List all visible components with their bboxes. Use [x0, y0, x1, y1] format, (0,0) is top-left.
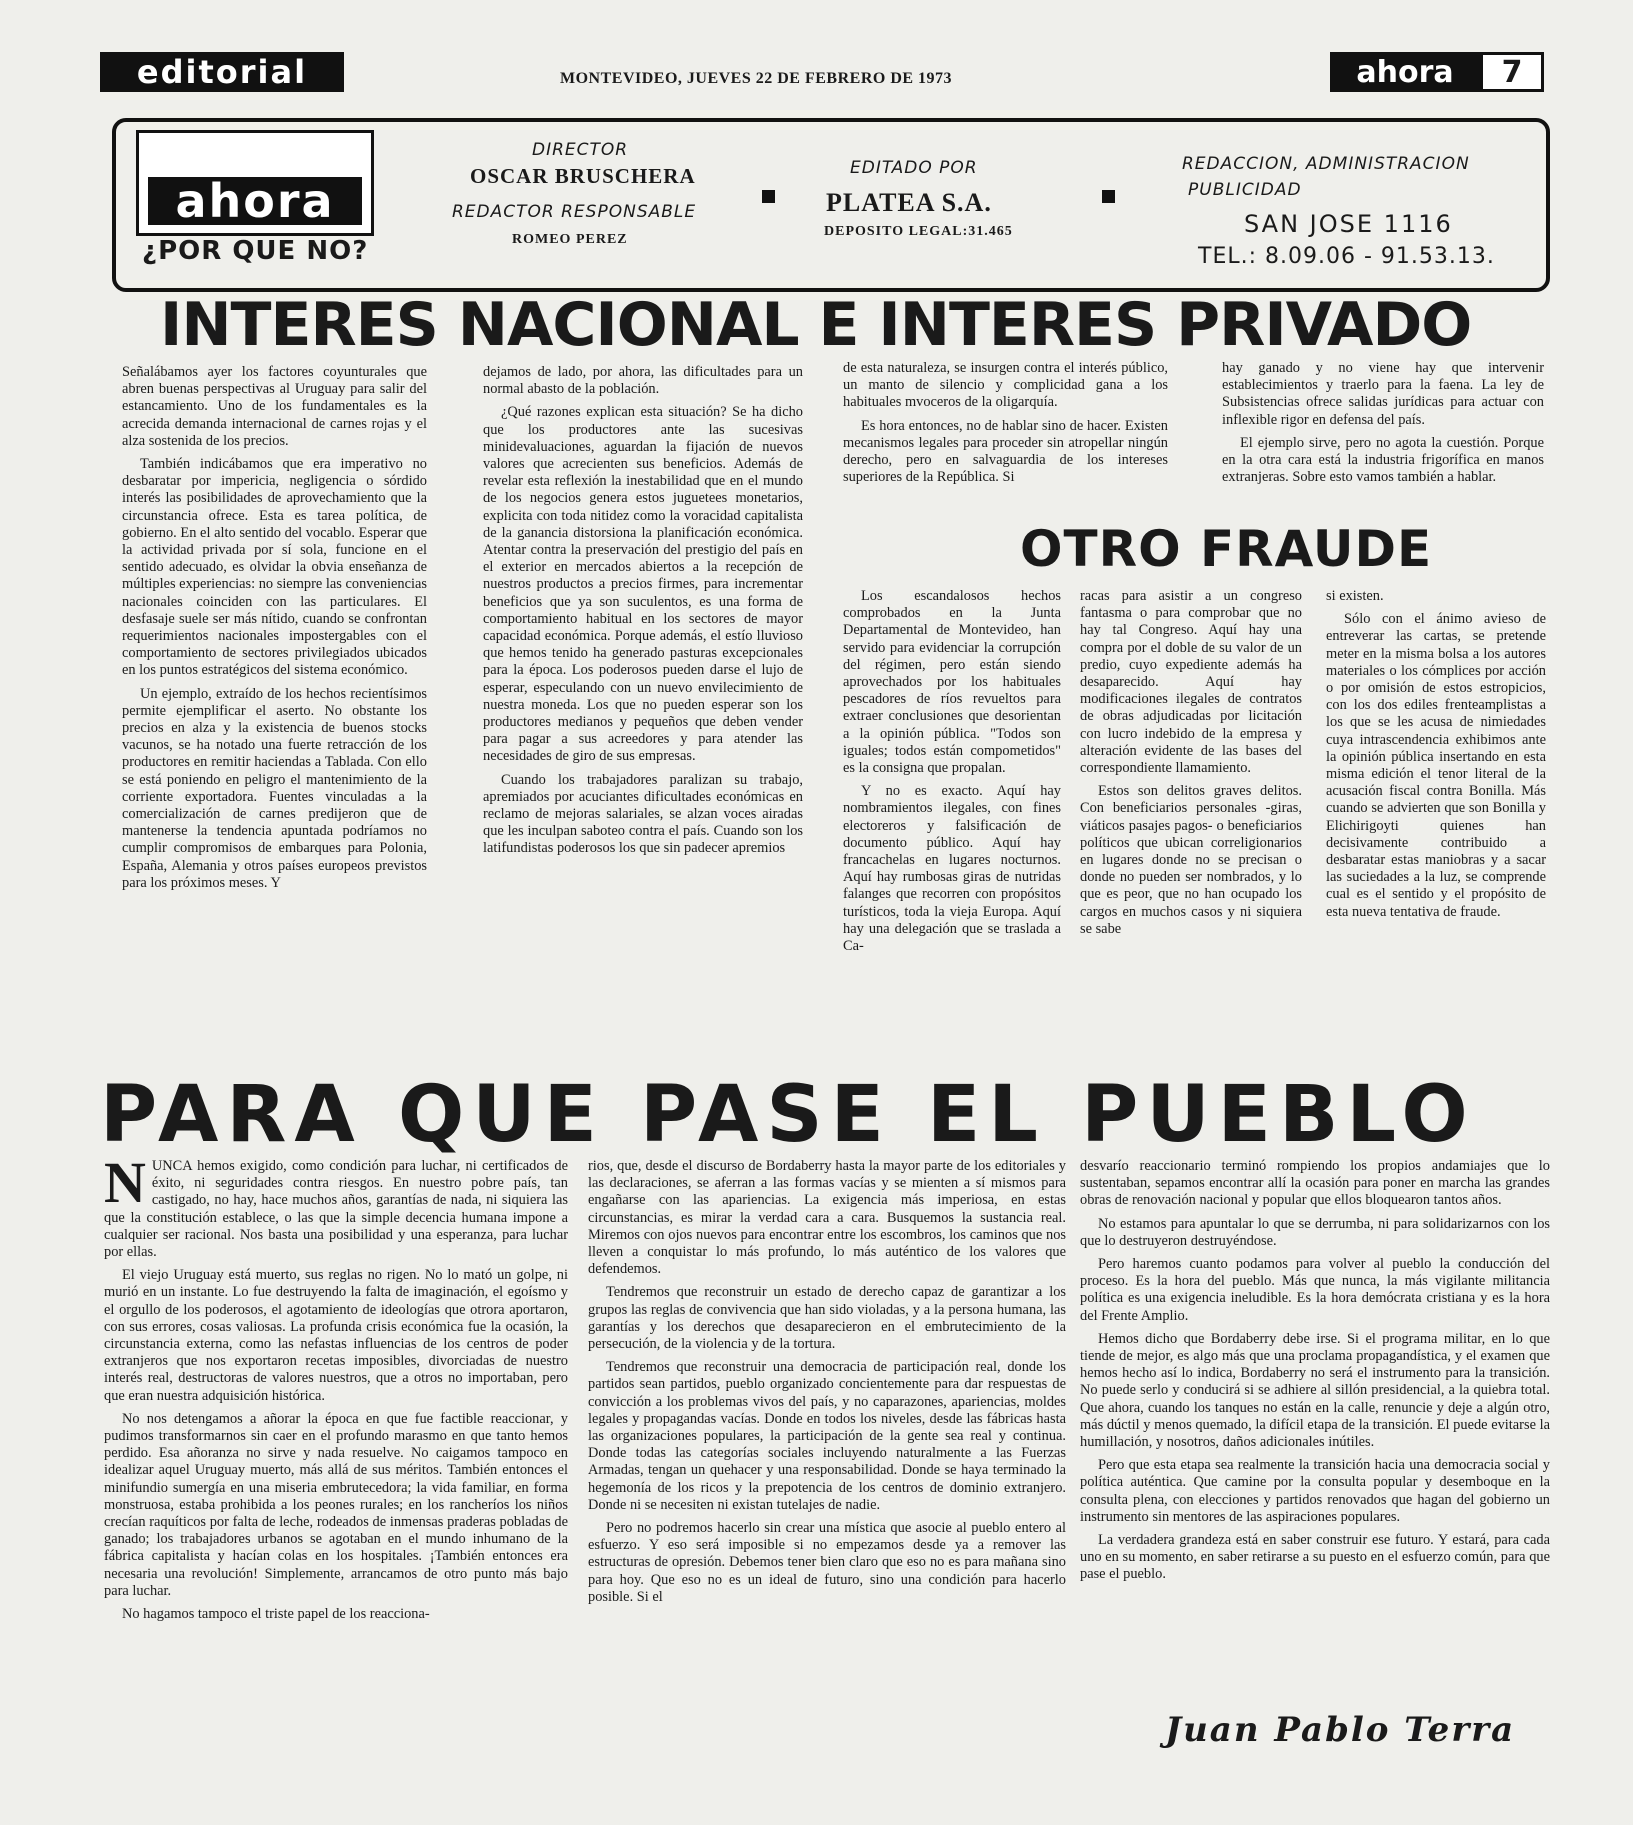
redactor-name: ROMEO PEREZ	[512, 232, 628, 247]
paragraph: racas para asistir a un congreso fantasma o para comprobar que no hay tal Congreso. Aquí hay una compra por el doble de su valor de un predio, cuyo expediente además ha desaparecido. Aquí hay modificaciones ilegales de contratos de obras adjudicadas por licitación con lucro indebido de la empresa y alteración evidente de las bases del correspondiente llamamiento.	[1080, 588, 1302, 777]
paragraph: El viejo Uruguay está muerto, sus reglas no rigen. No lo mató un golpe, ni murió en un instante. Lo fue destruyendo la falta de imaginación, el egoísmo y el orgullo de los poderosos, el agotamiento de ideologías que otrora aportaron, con sus errores, cosas valiosas. La profunda crisis económica fue la ocasión, la circunstancia externa, como las nefastas influencias de los centros de poder extranjeros que nos exportaron recetas imposibles, divorciadas de nuestro interés real, destructoras de valores nuestros, que a otros no importaban, pero que eran nuestra adquisición histórica.	[104, 1267, 568, 1404]
headline-para-que-pase-el-pueblo: PARA QUE PASE EL PUEBLO	[100, 1070, 1476, 1160]
paragraph: Señalábamos ayer los factores coyunturales que abren buenas perspectivas al Uruguay para salir del estancamiento. Uno de los fundamentales es la acrecida demanda internacional de carnes rojas y el alza sostenida de los precios.	[122, 364, 427, 449]
paragraph: La verdadera grandeza está en saber construir ese futuro. Y estará, para cada uno en su momento, en saber retirarse a su puesto en el esfuerzo común, para que pase el pueblo.	[1080, 1532, 1550, 1583]
paragraph: El ejemplo sirve, pero no agota la cuestión. Porque en la otra cara está la industria frigorífica en manos extranjeras. Sobre esto vamos también a hablar.	[1222, 434, 1544, 486]
paragraph: Pero no podremos hacerlo sin crear una mística que asocie al pueblo entero al esfuerzo. Y eso será imposible si no empezamos desde ya a remover las estructuras de opresión. Debemos tener bien claro que eso no es para mañana sino para hoy. Que eso no es un ideal de futuro, sino una condición para hacerlo posible. Si el	[588, 1520, 1066, 1605]
paragraph: Pero que esta etapa sea realmente la transición hacia una democracia social y política auténtica. Que camine por la consulta popular y desemboque en la consulta plena, con elecciones y partidos renovados que hagan del gobierno un instrumento sin mentores de las aspiraciones populares.	[1080, 1457, 1550, 1525]
address: SAN JOSE 1116	[1244, 210, 1453, 238]
paragraph: ¿Qué razones explican esta situación? Se ha dicho que los productores ante las sucesivas minidevaluaciones, aguardan la fijación de nuevos valores que acrecienten sus beneficios. Además de revelar esta reflexión la inestabilidad que en el mundo de los negocios genera estos juguetees monetarios, explicita con toda nitidez como la voracidad capitalista de la ganancia distorsiona la planificación económica. Atentar contra la preservación del prestigio del país en el exterior en mercados abiertos a la recepción de nuestros productos a precios firmes, para incrementar beneficios que ya son suculentos, es una forma de comportamiento habitual en los sectores de mayor capacidad económica. Porque además, el estío lluvioso que hemos tenido ha generado pasturas excepcionales para la época. Los poderosos pueden darse el lujo de esperar, especulando con un nuevo envilecimiento de nuestra moneda. Los que no pueden esperar son los productores medianos y pequeños que deben vender para pagar a sus acreedores y para atender las necesidades de giro de sus empresas.	[483, 404, 803, 765]
paragraph: Cuando los trabajadores paralizan su trabajo, apremiados por acuciantes dificultades económicas en reclamo de mejoras salariales, se alzan voces airadas que les inculpan saboteo contra el país. Cuando son los latifundistas poderosos los que sin padecer apremios	[483, 771, 803, 857]
paragraph: Un ejemplo, extraído de los hechos recientísimos permite ejemplificar el aserto. No obstante los precios en alza y la existencia de buenos stocks vacunos, se ha notado una fuerte retracción de los productores en remitir haciendas a Tablada. Con ello se está poniendo en peligro el mantenimiento de la corriente exportadora. Fuentes vinculadas a la comercialización de carnes predijeron que de mantenerse la tendencia apuntada podríamos no cumplir compromisos de embarques para Polonia, España, Alemania y otros países europeos previstos para los próximos meses. Y	[122, 685, 427, 891]
article2-col1	[843, 588, 1061, 1070]
article2-col3	[1326, 588, 1546, 1070]
article3-col1	[104, 1158, 568, 1806]
paragraph: No hagamos tampoco el triste papel de los reacciona-	[122, 1606, 430, 1623]
paragraph: Tendremos que reconstruir una democracia de participación real, donde los partidos sean partidos, pueblo organizado concientemente para dar respuestas de convicción a los problemas vivos del país, y no caparazones, apariencias, moldes legales y propagandas vacías. Donde en todos los niveles, desde las fábricas hasta las organizaciones populares, la participación de la gente sea real y continua. Donde todas las categorías sociales incluyendo naturalmente a las Fuerzas Armadas, tengan un quehacer y una responsabilidad. Donde se haya terminado la hegemonía de los ricos y la prepotencia de los centros de dominio extranjero. Donde ni se necesiten ni existan tutelajes de nadie.	[588, 1359, 1066, 1513]
masthead-logo	[136, 130, 374, 236]
paragraph: También indicábamos que era imperativo no desbaratar por impericia, negligencia o sórdido interés las posibilidades de aprovechamiento que la circunstancia ofrece. Esta es tarea política, de gobierno. En el alto sentido del vocablo. Esperar que la actividad privada por sí sola, funcione en el sentido adecuado, es olvidar la obvia enseñanza de múltiples experiencias: no siempre las conveniencias nacionales coinciden con las particulares. El desfasaje suele ser más nítido, cuando se confrontan requerimientos nacionales impostergables con el comportamiento de sectores privilegiados ubicados en los puntos estratégicos del sistema económico.	[122, 456, 427, 679]
headline-otro-fraude: OTRO FRAUDE	[1020, 520, 1433, 578]
article1-col4	[1222, 360, 1544, 520]
masthead-slogan: ¿POR QUE NO?	[142, 236, 369, 266]
article1-col1	[122, 364, 427, 1084]
article3-col3	[1080, 1158, 1550, 1698]
paragraph: rios, que, desde el discurso de Bordaberry hasta la mayor parte de los editoriales y las declaraciones, se aferran a las formas vacías y se mienten a sí mismos para engañarse con las apariencias. La exigencia más imperiosa, en estas circunstancias, es mirar la verdad cara a cara. Busquemos la sustancia real. Miremos con ojos nuevos para encontrar entre los escombros, los caminos que nos lleven a conquistar lo más profundo, lo más auténtico de los valores que defendemos.	[588, 1158, 1066, 1278]
paragraph: hay ganado y no viene hay que intervenir establecimientos y traerlo para la faena. La ley de Subsistencias ofrece salidas jurídicas para actuar con inflexible rigor en defensa del país.	[1222, 360, 1544, 428]
page-brand	[1330, 52, 1544, 92]
paragraph	[104, 1158, 568, 1261]
paragraph: No nos detengamos a añorar la época en que fue factible reaccionar, y pudimos transformarnos sin caer en el profundo marasmo en que tanto hemos perdido. Esa añoranza no sirve y nada resuelve. No caigamos tampoco en idealizar aquel Uruguay muerto, más allá de sus méritos. También entonces el minifundio sumergía en una miseria embrutecedora; la vida familiar, en forma monstruosa, estaba prohibida a los peones rurales; en los rancheríos los niños crecían raquíticos por falta de leche, rodeados de inmensas praderas pobladas de ganado; los trabajadores urbanos se agotaban en el mundo inhumano de la fábrica capitalista y hacían colas en los hospitales. ¡También entonces era necesaria una revolución! Simplemente, arrancamos de otro punto más bajo para luchar.	[104, 1410, 568, 1599]
article2-col2	[1080, 588, 1302, 1070]
paragraph: dejamos de lado, por ahora, las dificultades para un normal abasto de la población.	[483, 364, 803, 398]
paragraph: si existen.	[1326, 588, 1384, 604]
phones: TEL.: 8.09.06 - 91.53.13.	[1198, 244, 1495, 269]
brand-name: ahora	[1330, 52, 1480, 92]
paragraph: Es hora entonces, no de hablar sino de hacer. Existen mecanismos legales para proceder sin atropellar ningún derecho, pero en salvaguardia de los intereses superiores de la República. Si	[843, 417, 1168, 486]
director-label: DIRECTOR	[532, 140, 629, 160]
first-paragraph-text: UNCA hemos exigido, como condición para luchar, ni certificados de éxito, ni seguridades contra riesgos. En nuestro pobre país, tan castigado, no hay, hace muchos años, garantías de nada, ni siquiera las que la constitución establece, o las que la simple decencia humana impone a cualquier ser racional. Nos basta una posibilidad y una esperanza, para luchar por ellas.	[104, 1158, 568, 1261]
paragraph: de esta naturaleza, se insurgen contra el interés público, un manto de silencio y complicidad gana a los habituales mvoceros de la oligarquía.	[843, 360, 1168, 411]
paragraph: Sólo con el ánimo avieso de entreverar las cartas, se pretende meter en la misma bolsa a los autores materiales o los cómplices por acción o por omisión de estos estropicios, con los dos ediles frenteamplistas a los que se les acusa de nimiedades cuya intrascendencia exhibimos ante la opinión pública insertando en esta misma edición el tenor literal de la acusación fiscal contra Bonilla. Más cuando se advierten que son Bonilla y Elichirigoyti quienes han decisivamente contribuido a desbaratar estas maniobras y a sacar las suciedades a la luz, se comprende cual es el sentido y el propósito de esta nueva tentativa de fraude.	[1326, 611, 1546, 920]
separator-square	[1102, 190, 1115, 203]
headline-interes-nacional: INTERES NACIONAL E INTERES PRIVADO	[160, 290, 1472, 360]
drop-cap: N	[104, 1158, 146, 1215]
paragraph: Pero haremos cuanto podamos para volver al pueblo la conducción del proceso. Es la hora del pueblo. Más que nunca, la más vigilante militancia política es una exigencia ineludible. Es la hora demócrata cristiana y es la hora del Frente Amplio.	[1080, 1256, 1550, 1324]
paragraph: Y no es exacto. Aquí hay nombramientos ilegales, con fines electoreros y falsificación de documento público. Aquí hay francachelas en lugares nocturnos. Aquí hay rumbosas giras de nutridas falanges que recorren con propósitos turísticos, toda la vieja Europa. Aquí hay una delegación que se traslada a Ca-	[843, 783, 1061, 955]
separator-square	[762, 190, 775, 203]
paragraph: No estamos para apuntalar lo que se derrumba, ni para solidarizarnos con los que lo destruyeron destruyéndose.	[1080, 1215, 1550, 1249]
logo-text: ahora	[148, 177, 362, 225]
paragraph: desvarío reaccionario terminó rompiendo los propios andamiajes que lo sustentaban, sepamos encontrar allí la ocasión para poner en marcha las grandes obras de renovación nacional y popular que ellos bloquearon tantos años.	[1080, 1158, 1550, 1209]
redaccion-label: REDACCION, ADMINISTRACION	[1182, 154, 1470, 174]
section-badge: editorial	[100, 52, 344, 92]
page-number: 7	[1480, 52, 1544, 92]
redactor-label: REDACTOR RESPONSABLE	[452, 202, 697, 222]
director-name: OSCAR BRUSCHERA	[470, 164, 696, 188]
paragraph: Tendremos que reconstruir un estado de derecho capaz de garantizar a los grupos las reglas de convivencia que han sido violadas, y a la persona humana, las garantías y los derechos que desaparecieron en el embrutecimiento de la persecución, de la violencia y de la tortura.	[588, 1284, 1066, 1353]
author-signature: Juan Pablo Terra	[1165, 1710, 1516, 1750]
article1-col3	[843, 360, 1168, 520]
article3-col2	[588, 1158, 1066, 1806]
editado-label: EDITADO POR	[850, 158, 978, 178]
deposito-legal: DEPOSITO LEGAL:31.465	[824, 224, 1013, 239]
paragraph: Hemos dicho que Bordaberry debe irse. Si el programa militar, en lo que tiende de mejor, es algo más que una proclama propagandística, y el examen que hemos hecho así lo indica, Bordaberry no será el instrumento para la transición. No puede serlo y conducirá si se adhiere al sillón presidencial, a la quiebra total. Que ahora, cuando los tanques no están en la calle, renuncie y deje a algún otro, más dúctil y menos quemado, la difícil etapa de la transición. El puede evitarse la humillación, y nosotros, daños adicionales inútiles.	[1080, 1330, 1550, 1451]
article1-col2	[483, 364, 803, 1072]
editor-name: PLATEA S.A.	[826, 188, 992, 217]
dateline: MONTEVIDEO, JUEVES 22 DE FEBRERO DE 1973	[560, 70, 953, 87]
paragraph: Estos son delitos graves delitos. Con beneficiarios personales -giras, viáticos pasajes pagos- o beneficiarios políticos que ubican correligionarios en lugares donde no se precisan o donde no pueden ser nombrados, y lo que es peor, que no han ocupado los cargos en muchos casos y ni siquiera se sabe	[1080, 783, 1302, 937]
publicidad-label: PUBLICIDAD	[1188, 180, 1302, 200]
paragraph: Los escandalosos hechos comprobados en la Junta Departamental de Montevideo, han servido para evidenciar la corrupción del régimen, pero están siendo aprovechados por los habituales pescadores de ríos revueltos para extraer conclusiones que desorientan a la opinión pública. "Todos son iguales; todos están compometidos" es la consigna que propalan.	[843, 588, 1061, 777]
